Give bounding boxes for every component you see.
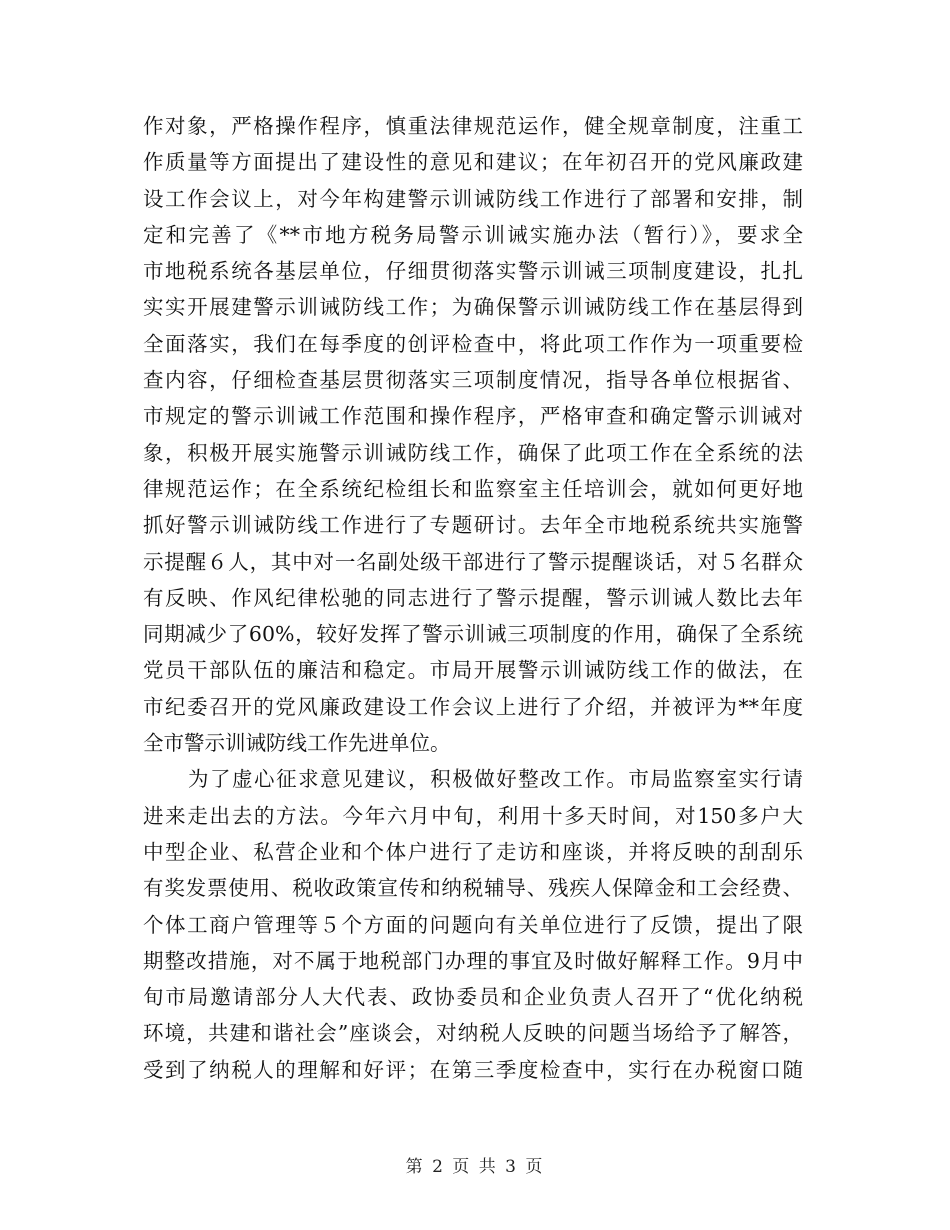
text-line: 抓好警示训诫防线工作进行了专题研讨。去年全市地税系统共实施警 — [143, 513, 803, 538]
text-line: 实实开展建警示训诫防线工作；为确保警示训诫防线工作在基层得到 — [143, 295, 803, 320]
text-line: 律规范运作；在全系统纪检组长和监察室主任培训会，就如何更好地 — [143, 476, 803, 501]
text-line: 中型企业、私营企业和个体户进行了走访和座谈，并将反映的刮刮乐 — [143, 839, 803, 864]
page-number-footer: 第 2 页 共 3 页 — [405, 1157, 545, 1177]
text-line: 作对象，严格操作程序，慎重法律规范运作，健全规章制度，注重工 — [143, 114, 803, 138]
text-line: 为了虚心征求意见建议，积极做好整改工作。市局监察室实行请 — [188, 767, 803, 792]
text-line: 旬市局邀请部分人大代表、政协委员和企业负责人召开了“优化纳税 — [143, 985, 803, 1010]
text-line: 设工作会议上，对今年构建警示训诫防线工作进行了部署和安排，制 — [143, 186, 803, 211]
text-line: 市纪委召开的党风廉政建设工作会议上进行了介绍，并被评为**年度 — [143, 694, 803, 719]
text-line: 全市警示训诫防线工作先进单位。 — [143, 731, 451, 756]
text-line: 市地税系统各基层单位，仔细贯彻落实警示训诫三项制度建设，扎扎 — [143, 259, 803, 284]
text-line: 市规定的警示训诫工作范围和操作程序，严格审查和确定警示训诫对 — [143, 404, 803, 429]
text-line: 进来走出去的方法。今年六月中旬，利用十多天时间，对150多户大 — [143, 803, 803, 828]
text-line: 受到了纳税人的理解和好评；在第三季度检查中，实行在办税窗口随 — [143, 1057, 803, 1082]
text-line: 个体工商户管理等５个方面的问题向有关单位进行了反馈，提出了限 — [143, 912, 803, 937]
text-line: 象，积极开展实施警示训诫防线工作，确保了此项工作在全系统的法 — [143, 440, 803, 465]
text-line: 有反映、作风纪律松驰的同志进行了警示提醒，警示训诫人数比去年 — [143, 585, 803, 610]
text-line: 全面落实，我们在每季度的创评检查中，将此项工作作为一项重要检 — [143, 331, 803, 356]
text-line: 定和完善了《**市地方税务局警示训诫实施办法（暂行）》，要求全 — [143, 222, 803, 247]
body-text — [143, 108, 803, 1088]
text-line: 示提醒６人，其中对一名副处级干部进行了警示提醒谈话，对５名群众 — [143, 549, 803, 574]
text-line: 作质量等方面提出了建设性的意见和建议；在年初召开的党风廉政建 — [143, 150, 803, 175]
text-line: 期整改措施，对不属于地税部门办理的事宜及时做好解释工作。9月中 — [143, 948, 803, 973]
text-line: 党员干部队伍的廉洁和稳定。市局开展警示训诫防线工作的做法，在 — [143, 658, 803, 683]
text-line: 有奖发票使用、税收政策宣传和纳税辅导、残疾人保障金和工会经费、 — [143, 876, 803, 901]
text-line: 同期减少了60%，较好发挥了警示训诫三项制度的作用，确保了全系统 — [143, 622, 803, 647]
text-line: 环境，共建和谐社会”座谈会，对纳税人反映的问题当场给予了解答， — [143, 1021, 803, 1046]
text-line: 查内容，仔细检查基层贯彻落实三项制度情况，指导各单位根据省、 — [143, 368, 803, 393]
